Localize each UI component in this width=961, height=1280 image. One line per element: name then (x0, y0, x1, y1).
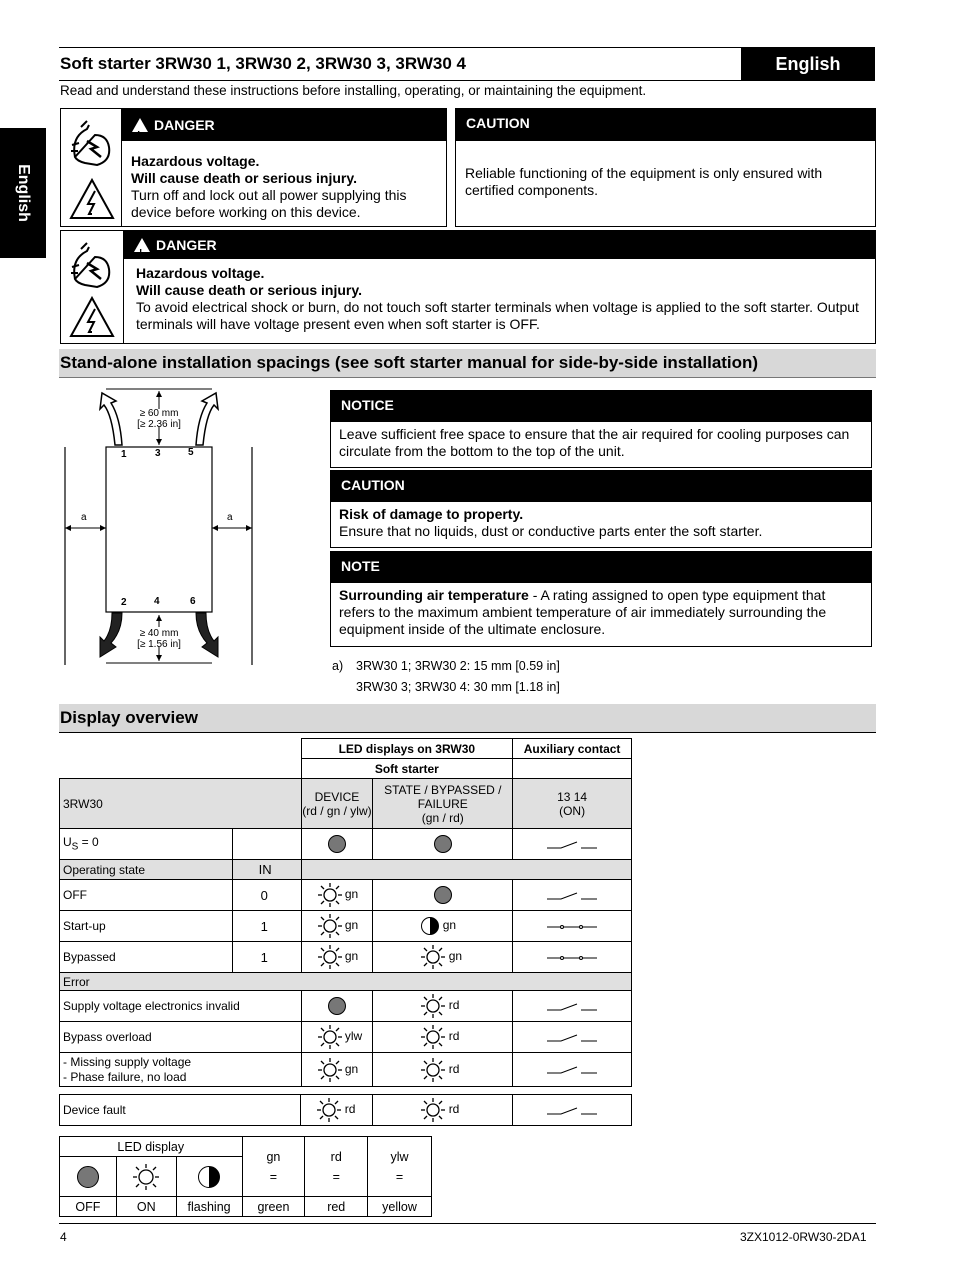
led-off-icon (328, 997, 346, 1015)
col-device: DEVICE (314, 789, 360, 804)
terminal-6: 6 (190, 596, 196, 607)
document-id: 3ZX1012-0RW30-2DA1 (740, 1230, 867, 1244)
contact-closed-icon (547, 953, 597, 963)
caution-box-1 (455, 108, 876, 227)
caution2-body: Ensure that no liquids, dust or conductive parts enter the soft starter. (339, 523, 763, 539)
language-badge: English (741, 48, 875, 80)
led-on-icon (421, 945, 445, 969)
danger-body: Turn off and lock out all power supplying this device before working on this device. (131, 187, 407, 220)
caution-header: CAUTION (456, 109, 875, 141)
led-on-icon (318, 1025, 342, 1049)
note-box (330, 551, 872, 647)
notice-body: Leave sufficient free space to ensure that the air required for cooling purposes can circulate from the bottom to the top of the unit. (339, 426, 850, 459)
legend-on-icon (133, 1164, 159, 1190)
danger2-line-1: Hazardous voltage. (136, 265, 265, 281)
row-missing-supply: - Missing supply voltage - Phase failure, no load (60, 1053, 302, 1087)
danger-box-2 (60, 230, 876, 344)
top-clearance-in: [≥ 2.36 in] (137, 419, 181, 430)
footer-rule (59, 1223, 876, 1224)
danger2-line-2: Will cause death or serious injury. (136, 282, 363, 298)
terminal-1: 1 (121, 449, 127, 460)
hdr-soft-starter: Soft starter (301, 759, 513, 779)
notice-box (330, 390, 872, 468)
col-state-sub: (gn / rd) (421, 810, 464, 825)
top-clearance-mm: ≥ 60 mm (139, 408, 179, 419)
section-display-title: Display overview (59, 704, 876, 733)
row-bypassed: Bypassed (60, 942, 233, 973)
terminal-5: 5 (188, 447, 194, 458)
row-bypassed-in: 1 (232, 942, 301, 973)
row-startup: Start-up (60, 911, 233, 942)
legend-on: ON (116, 1197, 176, 1217)
terminal-4: 4 (154, 596, 160, 607)
led-off-icon (434, 835, 452, 853)
col-contact: 13 14 (557, 789, 588, 804)
danger-box-1 (60, 108, 447, 227)
led-off-icon (434, 886, 452, 904)
footnote-marker: a) (332, 659, 344, 673)
high-voltage-icon (69, 177, 115, 221)
caution-body: Reliable functioning of the equipment is only ensured with certified components. (465, 165, 823, 198)
legend-yellow: yellow (368, 1197, 432, 1217)
row-device-fault: Device fault (60, 1095, 301, 1126)
terminal-3: 3 (155, 448, 161, 459)
row-bypass-overload: Bypass overload (60, 1022, 302, 1053)
contact-closed-icon (547, 922, 597, 932)
led-legend-table: LED display gn = rd = ylw = OFF ON flashing green red yellow (59, 1136, 432, 1217)
electric-hand-icon (67, 117, 117, 172)
row-error: Error (60, 973, 632, 991)
contact-open-icon (547, 840, 597, 850)
note-bold: Surrounding air temperature (339, 587, 529, 603)
row-off: OFF (60, 880, 233, 911)
legend-title: LED display (60, 1137, 243, 1157)
display-table: LED displays on 3RW30 Auxiliary contact Soft starter 3RW30 DEVICE (rd / gn / ylw) STATE / BYPASSED / FAILURE (gn / rd) 13 14 (ON) $U_S = 0$ Operating state IN OFF 0 gn Start-up 1 gn gn Bypassed 1 gn gn Error Supply voltage electronics invalid rd Bypass overload ylw rd - Missing supply voltage - Phase failure, no load gn rd (59, 738, 632, 1087)
contact-open-icon (547, 1106, 597, 1116)
bottom-clearance-in: [≥ 1.56 in] (137, 639, 181, 650)
spacing-diagram (60, 385, 310, 675)
row-startup-in: 1 (232, 911, 301, 942)
contact-open-icon (547, 1033, 597, 1043)
section-spacings-title: Stand-alone installation spacings (see soft starter manual for side-by-side installation) (59, 349, 876, 378)
led-on-icon (317, 1098, 341, 1122)
led-on-icon (421, 1058, 445, 1082)
legend-flashing-icon (198, 1166, 220, 1188)
caution2-bold: Risk of damage to property. (339, 506, 524, 522)
note-body (331, 583, 871, 642)
legend-off: OFF (60, 1197, 117, 1217)
row-supply-invalid: Supply voltage electronics invalid (60, 991, 302, 1022)
led-flashing-icon (421, 917, 439, 935)
note-text: - A rating assigned to open type equipment that refers to the maximum ambient temperature of air immediately surrounding the equipment inside of the ultimate enclosure. (339, 587, 827, 637)
row-us-zero: $U_S = 0$ (60, 829, 233, 860)
intro-text: Read and understand these instructions before installing, operating, or maintaining the equipment. (60, 83, 647, 98)
side-clearance-left: a (81, 512, 87, 523)
caution-box-2 (330, 470, 872, 548)
legend-red: red (305, 1197, 368, 1217)
col-in: IN (232, 860, 301, 880)
contact-open-icon (547, 1065, 597, 1075)
danger-line-1: Hazardous voltage. (131, 153, 260, 169)
led-on-icon (318, 914, 342, 938)
warning-icon: ! (134, 238, 150, 252)
col-contact-sub: (ON) (559, 803, 586, 818)
page-number: 4 (60, 1230, 67, 1244)
danger-line-2: Will cause death or serious injury. (131, 170, 358, 186)
led-off-icon (328, 835, 346, 853)
led-on-icon (318, 1058, 342, 1082)
contact-open-icon (547, 1002, 597, 1012)
col-state: STATE / BYPASSED / FAILURE (384, 782, 502, 811)
hdr-led-displays: LED displays on 3RW30 (301, 739, 513, 759)
legend-green: green (242, 1197, 305, 1217)
led-on-icon (318, 945, 342, 969)
danger-header-2: ! DANGER (124, 231, 876, 259)
col-device-sub: (rd / gn / ylw) (302, 803, 372, 818)
high-voltage-icon (69, 295, 115, 339)
legend-flashing: flashing (176, 1197, 242, 1217)
row-off-in: 0 (232, 880, 301, 911)
row-operating-state: Operating state (60, 860, 233, 880)
electric-hand-icon (67, 239, 117, 294)
notice-header: NOTICE (331, 391, 871, 422)
side-language-tab: English (0, 128, 46, 258)
page-title: Soft starter 3RW30 1, 3RW30 2, 3RW30 3, 3RW30 4 (60, 54, 466, 73)
footnote-line-1: 3RW30 1; 3RW30 2: 15 mm [0.59 in] (356, 659, 560, 673)
led-on-icon (421, 1098, 445, 1122)
col-3rw30: 3RW30 (60, 779, 302, 829)
caution-header-2: CAUTION (331, 471, 871, 502)
danger-header: ! DANGER (122, 109, 447, 141)
device-fault-table: Device fault rd rd (59, 1094, 632, 1126)
legend-off-icon (77, 1166, 99, 1188)
led-on-icon (318, 883, 342, 907)
terminal-2: 2 (121, 597, 127, 608)
bottom-clearance-mm: ≥ 40 mm (139, 628, 179, 639)
led-on-icon (421, 994, 445, 1018)
note-header: NOTE (331, 552, 871, 583)
danger2-body: To avoid electrical shock or burn, do not touch soft starter terminals when voltage is applied to the soft starter. Output terminals will have voltage present even when soft starter is OFF. (136, 299, 859, 332)
side-clearance-right: a (227, 512, 233, 523)
hdr-aux-contact: Auxiliary contact (513, 739, 632, 759)
footnote-line-2: 3RW30 3; 3RW30 4: 30 mm [1.18 in] (356, 680, 560, 694)
warning-icon: ! (132, 118, 148, 132)
led-on-icon (421, 1025, 445, 1049)
contact-open-icon (547, 891, 597, 901)
